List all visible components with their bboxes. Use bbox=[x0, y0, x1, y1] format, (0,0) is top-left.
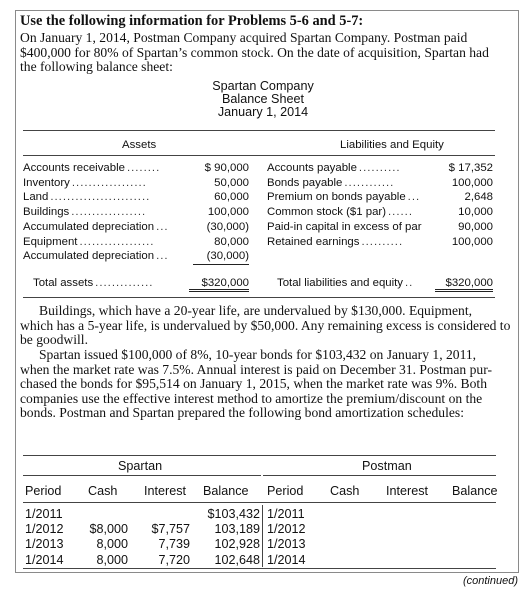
paragraph-line: which has a 5-year life, is undervalued by $50,000. Any remaining excess is considered to bbox=[20, 317, 511, 333]
table-cell: 1/2013 bbox=[25, 537, 64, 552]
paragraph-line: chased the bonds for $95,514 on January 1, 2015, when the market rate was 9%. Both bbox=[20, 376, 487, 391]
liabilities-list bbox=[267, 161, 493, 249]
amort-header-rule bbox=[23, 502, 496, 503]
intro-line: the following balance sheet: bbox=[20, 59, 173, 74]
spartan-interest-col bbox=[130, 507, 190, 568]
paragraph-line: be goodwill. bbox=[20, 332, 88, 347]
col-period: Period bbox=[25, 484, 62, 498]
table-cell bbox=[74, 507, 128, 522]
valuation-paragraph bbox=[20, 304, 514, 348]
liabilities-total-row: Total liabilities and equity .. $320,000 bbox=[277, 277, 493, 292]
col-postman-cash: Cash bbox=[330, 484, 360, 498]
paragraph-line: bonds. Postman and Spartan prepared the following bond amortization schedules: bbox=[20, 405, 464, 420]
col-balance: Balance bbox=[203, 484, 249, 498]
continued-note: (continued) bbox=[462, 575, 518, 587]
balance-sheet-title: Balance Sheet bbox=[222, 92, 304, 106]
amort-bottom-rule bbox=[23, 568, 496, 569]
col-interest: Interest bbox=[144, 484, 186, 498]
asset-row: Land ........................ 60,000 bbox=[23, 191, 249, 204]
postman-header-rule bbox=[263, 475, 496, 476]
spartan-balance-col bbox=[194, 507, 260, 568]
table-cell: 102,648 bbox=[214, 552, 260, 567]
assets-list bbox=[23, 161, 249, 265]
table-cell: 103,189 bbox=[214, 522, 260, 537]
asset-row: Accumulated depreciation ... (30,000) bbox=[23, 220, 249, 233]
table-bottom-rule bbox=[23, 297, 495, 298]
postman-header: Postman bbox=[362, 459, 412, 473]
amort-top-rule bbox=[23, 455, 496, 456]
assets-total-row: Total assets .............. $320,000 bbox=[33, 277, 249, 292]
schedule-divider bbox=[262, 505, 263, 567]
table-cell: 1/2013 bbox=[267, 537, 306, 552]
spartan-cash-col bbox=[74, 507, 128, 568]
balance-sheet-company: Spartan Company bbox=[212, 79, 314, 93]
col-postman-balance: Balance bbox=[452, 484, 498, 498]
liability-row: Premium on bonds payable ... 2,648 bbox=[267, 191, 493, 204]
table-cell: $103,432 bbox=[207, 507, 260, 521]
spartan-header-rule bbox=[23, 475, 261, 476]
col-postman-period: Period bbox=[267, 484, 304, 498]
asset-row: Inventory .................. 50,000 bbox=[23, 176, 249, 189]
col-cash: Cash bbox=[88, 484, 118, 498]
spartan-header: Spartan bbox=[118, 459, 163, 473]
table-cell: 1/2011 bbox=[267, 507, 305, 521]
liability-row: Accounts payable .......... $ 17,352 bbox=[267, 162, 493, 174]
col-postman-interest: Interest bbox=[386, 484, 428, 498]
problem-heading: Use the following information for Problems 5-6 and 5-7: bbox=[20, 13, 364, 29]
table-top-rule bbox=[23, 130, 495, 131]
intro-paragraph bbox=[20, 31, 514, 75]
liability-row: Paid-in capital in excess of par 90,000 bbox=[267, 220, 493, 233]
asset-row: Accumulated depreciation ... (30,000) bbox=[23, 249, 249, 265]
paragraph-line: companies use the effective interest method to amortize the premium/discount on the bbox=[20, 390, 483, 406]
liability-row: Retained earnings .......... 100,000 bbox=[267, 235, 493, 248]
header-rule bbox=[23, 155, 495, 156]
liability-row: Common stock ($1 par) ...... 10,000 bbox=[267, 206, 493, 219]
asset-row: Equipment .................. 80,000 bbox=[23, 235, 249, 248]
table-cell: 8,000 bbox=[96, 552, 128, 567]
asset-row: Buildings .................. 100,000 bbox=[23, 206, 249, 219]
postman-period-col bbox=[267, 507, 306, 568]
table-cell: 1/2014 bbox=[25, 552, 64, 567]
assets-header: Assets bbox=[122, 139, 157, 151]
spartan-period-col bbox=[25, 507, 64, 568]
table-cell: $7,757 bbox=[151, 522, 190, 537]
table-cell: 8,000 bbox=[96, 537, 128, 552]
table-cell: 7,720 bbox=[158, 552, 190, 567]
paragraph-line: Spartan issued $100,000 of 8%, 10-year bonds for $103,432 on January 1, 2011, bbox=[39, 347, 477, 362]
intro-line: $400,000 for 80% of Spartan’s common stock. On the date of acquisition, Spartan had bbox=[20, 44, 489, 60]
asset-row: Accounts receivable ........ $ 90,000 bbox=[23, 162, 249, 174]
bonds-paragraph bbox=[20, 348, 514, 421]
table-cell: 1/2014 bbox=[267, 552, 306, 567]
table-cell: 1/2011 bbox=[25, 507, 63, 521]
paragraph-line: when the market rate was 7.5%. Annual interest is paid on December 31. Postman pur- bbox=[20, 361, 492, 377]
table-cell: $8,000 bbox=[89, 522, 128, 537]
table-cell: 102,928 bbox=[214, 537, 260, 552]
table-cell: 7,739 bbox=[158, 537, 190, 552]
table-cell: 1/2012 bbox=[25, 522, 64, 537]
table-cell bbox=[130, 507, 190, 522]
intro-line: On January 1, 2014, Postman Company acquired Spartan Company. Postman paid bbox=[20, 30, 468, 45]
liabilities-header: Liabilities and Equity bbox=[340, 139, 444, 151]
balance-sheet-date: January 1, 2014 bbox=[217, 105, 309, 119]
liability-row: Bonds payable ............ 100,000 bbox=[267, 176, 493, 189]
table-cell: 1/2012 bbox=[267, 522, 306, 537]
paragraph-line: Buildings, which have a 20-year life, are undervalued by $130,000. Equipment, bbox=[39, 303, 472, 318]
